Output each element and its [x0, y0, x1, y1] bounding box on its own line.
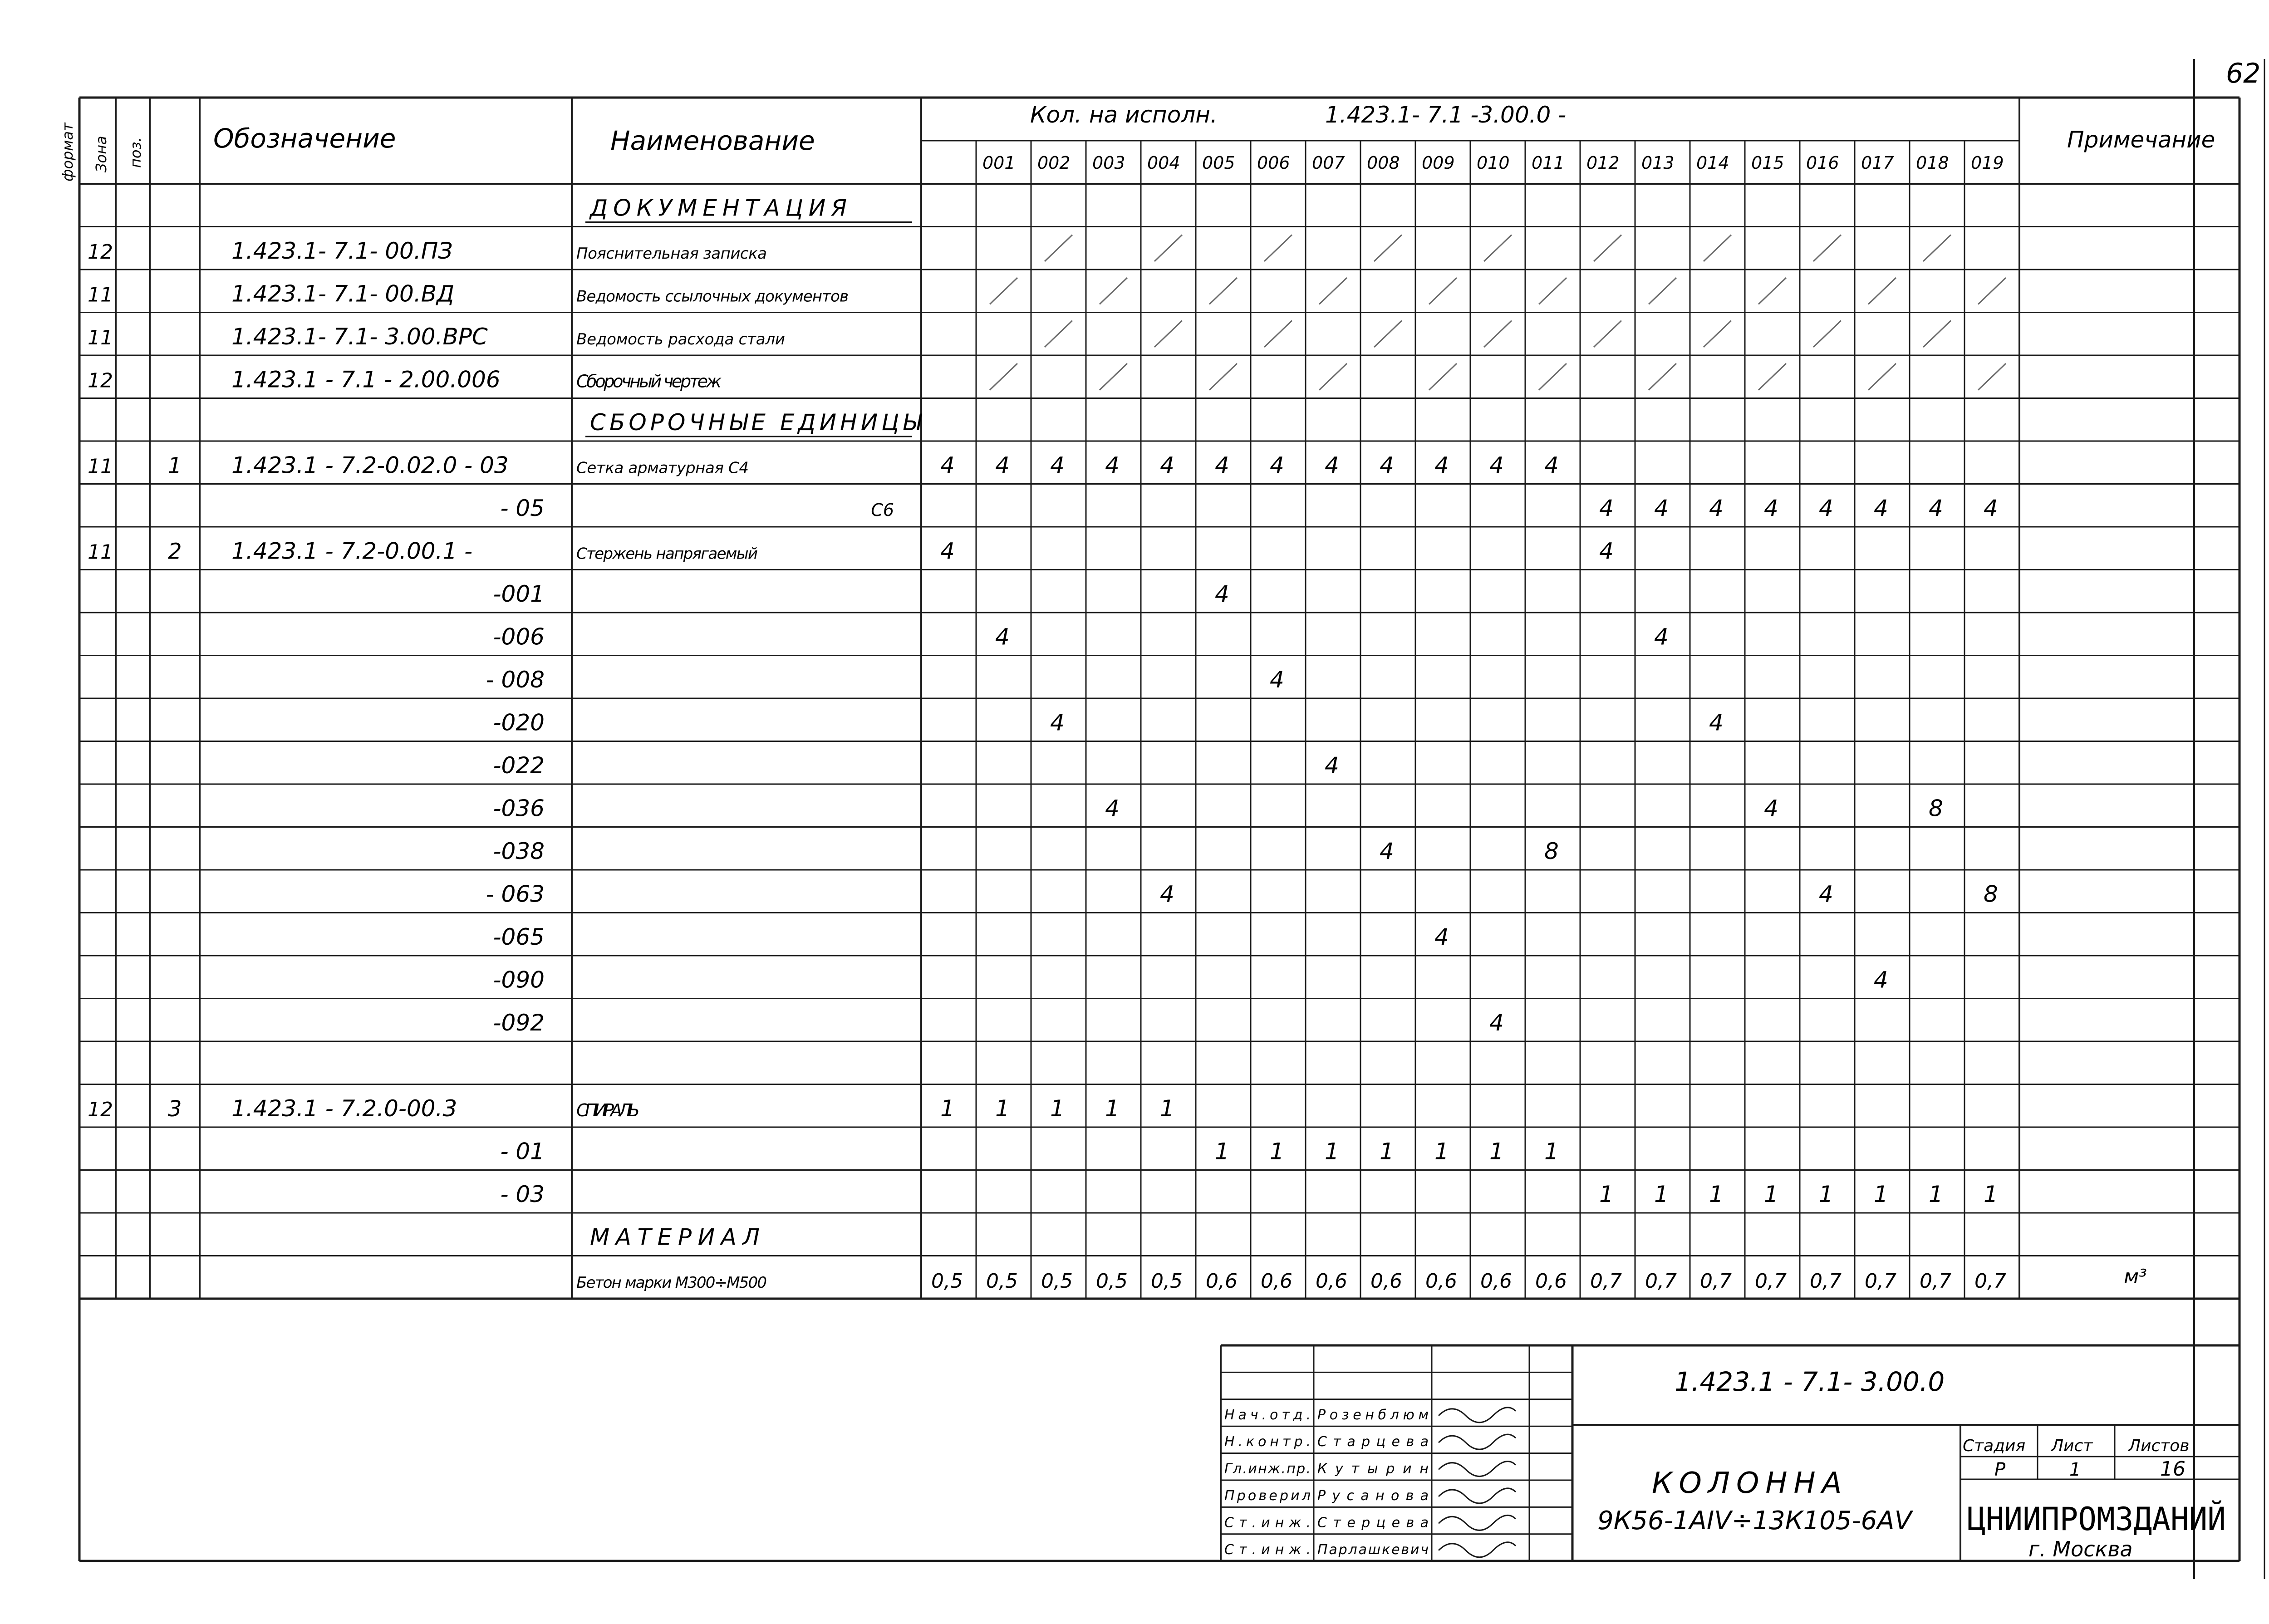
cell-designation: 1.423.1 - 7.2-0.02.0 - 03 [231, 452, 509, 479]
cell-designation: -036 [493, 795, 545, 822]
cell-qty: 1 [1105, 1095, 1120, 1122]
table-row [493, 795, 1943, 822]
signature-rows [1224, 1407, 1516, 1558]
variant-header: 006 [1257, 153, 1290, 173]
cell-qty: 1 [1819, 1181, 1833, 1207]
sheet-label: Лист [2051, 1437, 2093, 1455]
strike-mark [1649, 363, 1676, 390]
spec-rows [88, 195, 2147, 1293]
header-qty-title: Кол. на исполн. [1030, 102, 1218, 128]
cell-name: С6 [871, 500, 894, 520]
cell-designation: -090 [493, 967, 545, 993]
strike-mark [1868, 363, 1896, 390]
cell-qty: 1 [1599, 1181, 1614, 1207]
cell-qty: 4 [1929, 495, 1943, 521]
strike-mark [1374, 321, 1402, 348]
cell-designation: -038 [493, 838, 545, 864]
table-row [88, 367, 722, 393]
cell-qty: 1 [1434, 1138, 1449, 1165]
cell-qty: 0,6 [1535, 1270, 1567, 1293]
table-row [500, 495, 1998, 521]
cell-qty: 1 [1325, 1138, 1339, 1165]
cell-designation: - 05 [500, 495, 545, 521]
table-row [493, 1010, 1504, 1036]
strike-mark [1045, 235, 1072, 262]
signature-row [1224, 1542, 1516, 1558]
sheet-value: 1 [2069, 1459, 2081, 1480]
cell-format: 12 [88, 240, 113, 264]
cell-designation: -006 [493, 623, 545, 650]
sheets-label: Листов [2128, 1437, 2190, 1455]
cell-qty: 1 [1544, 1138, 1559, 1165]
cell-designation: 1.423.1- 7.1- 00.ПЗ [231, 238, 453, 264]
cell-qty: 4 [1105, 795, 1120, 822]
cell-designation: - 03 [500, 1181, 545, 1207]
signature-name: Старцева [1317, 1434, 1429, 1450]
cell-qty: 4 [1764, 495, 1778, 521]
cell-qty: 4 [1270, 667, 1284, 693]
cell-qty: 0,7 [1810, 1270, 1842, 1293]
cell-qty: 0,6 [1316, 1270, 1347, 1293]
cell-qty: 0,5 [986, 1270, 1018, 1293]
cell-name: Ведомость расхода стали [576, 330, 785, 348]
cell-name: СПИРАЛЬ [576, 1100, 640, 1120]
cell-designation: -022 [493, 752, 545, 779]
strike-mark [1868, 278, 1896, 304]
cell-qty: 8 [1929, 795, 1943, 822]
table-row [88, 324, 785, 350]
cell-qty: 0,5 [1096, 1270, 1128, 1293]
cell-qty: 4 [1160, 452, 1174, 479]
variant-header: 005 [1202, 153, 1235, 173]
strike-mark [1264, 321, 1292, 348]
cell-qty: 4 [1819, 495, 1833, 521]
cell-qty: 0,7 [1974, 1270, 2006, 1293]
signature-row [1224, 1434, 1516, 1450]
strike-mark [1649, 278, 1676, 304]
strike-mark [1484, 235, 1512, 262]
strike-mark [1100, 363, 1127, 390]
cell-name: Ведомость ссылочных документов [576, 287, 849, 306]
cell-qty: 4 [940, 538, 955, 564]
header-name: Наименование [610, 125, 815, 156]
table-row [88, 238, 767, 264]
cell-qty: 0,6 [1370, 1270, 1402, 1293]
strike-mark [1264, 235, 1292, 262]
strike-mark [1978, 278, 2006, 304]
cell-qty: 4 [1764, 795, 1778, 822]
cell-qty: 4 [1819, 881, 1833, 908]
table-row [486, 667, 1284, 693]
org-name: ЦНИИПРОМЗДАНИЙ [1967, 1501, 2226, 1538]
table-row [88, 1095, 1174, 1122]
cell-qty: 0,7 [1590, 1270, 1622, 1293]
cell-designation: 1.423.1 - 7.2-0.00.1 - [231, 538, 473, 564]
cell-note: м³ [2124, 1265, 2147, 1288]
cell-designation: 1.423.1 - 7.1 - 2.00.006 [231, 366, 501, 393]
cell-qty: 0,5 [1041, 1270, 1073, 1293]
table-row [88, 281, 849, 307]
signature-scribble [1439, 1488, 1516, 1503]
signature-role: Нач.отд. [1224, 1407, 1311, 1423]
cell-name: Бетон марки М300÷М500 [576, 1274, 767, 1292]
cell-qty: 1 [995, 1095, 1010, 1122]
strike-mark [1429, 363, 1457, 390]
cell-format: 11 [88, 540, 113, 564]
stage-label: Стадия [1963, 1437, 2026, 1455]
cell-name: Пояснительная записка [576, 245, 767, 263]
cell-format: 11 [88, 326, 113, 349]
table-row [88, 452, 1559, 479]
signature-scribble [1439, 1434, 1516, 1449]
strike-mark [1923, 321, 1951, 348]
cell-qty: 1 [1929, 1181, 1943, 1207]
cell-qty: 4 [1325, 452, 1339, 479]
strike-mark [1594, 235, 1621, 262]
cell-qty: 1 [940, 1095, 955, 1122]
cell-qty: 4 [1380, 452, 1394, 479]
variant-header: 019 [1971, 153, 2004, 173]
cell-designation: - 063 [486, 881, 545, 908]
cell-qty: 0,6 [1480, 1270, 1512, 1293]
title-line2: 9К56-1АIV÷13К105-6АV [1597, 1506, 1912, 1536]
cell-pos: 1 [168, 453, 182, 479]
title-block [1224, 1366, 2226, 1561]
cell-qty: 1 [1050, 1095, 1065, 1122]
header-zone: Зона [93, 136, 110, 172]
variant-header: 018 [1916, 153, 1949, 173]
strike-mark [1594, 321, 1621, 348]
variant-header: 008 [1367, 153, 1400, 173]
signature-row [1224, 1515, 1516, 1531]
strike-mark [1429, 278, 1457, 304]
strike-mark [1758, 278, 1786, 304]
cell-name: Сетка арматурная С4 [576, 459, 749, 477]
cell-qty: 4 [1434, 924, 1449, 950]
cell-qty: 0,7 [1700, 1270, 1732, 1293]
strike-mark [1704, 321, 1731, 348]
signature-row [1224, 1461, 1516, 1477]
table-row [88, 538, 1614, 564]
variant-header: 010 [1477, 153, 1510, 173]
strike-mark [1813, 235, 1841, 262]
signature-role: Гл.инж.пр. [1224, 1461, 1311, 1477]
cell-designation: 1.423.1 - 7.2.0-00.3 [231, 1095, 457, 1122]
table-row [493, 838, 1559, 864]
cell-qty: 4 [1050, 452, 1065, 479]
strike-mark [1319, 363, 1347, 390]
cell-qty: 4 [1544, 452, 1559, 479]
cell-qty: 4 [1984, 495, 1998, 521]
header-pos: поз. [127, 137, 144, 168]
strike-mark [1539, 363, 1567, 390]
table-row [590, 409, 926, 436]
cell-format: 11 [88, 455, 113, 478]
stage-value: Р [1994, 1459, 2006, 1480]
cell-qty: 1 [1984, 1181, 1998, 1207]
cell-name: МАТЕРИАЛ [590, 1224, 764, 1251]
cell-qty: 8 [1544, 838, 1559, 864]
cell-qty: 1 [1489, 1138, 1504, 1165]
strike-mark [1484, 321, 1512, 348]
cell-qty: 4 [1215, 452, 1229, 479]
signature-scribble [1439, 1515, 1516, 1530]
sheets-value: 16 [2160, 1457, 2186, 1481]
strike-mark [1923, 235, 1951, 262]
strike-mark [1154, 321, 1182, 348]
strike-mark [990, 363, 1017, 390]
signature-role: Проверил [1224, 1488, 1311, 1504]
signature-role: Ст.инж. [1224, 1541, 1311, 1558]
variant-header: 003 [1092, 153, 1125, 173]
cell-name: Сборочный чертеж [576, 371, 722, 392]
cell-qty: 4 [995, 452, 1010, 479]
variant-header: 002 [1037, 153, 1071, 173]
strike-mark [1209, 363, 1237, 390]
table-row [500, 1181, 1998, 1207]
cell-qty: 4 [1599, 495, 1614, 521]
cell-qty: 4 [1215, 581, 1229, 607]
table-row [493, 752, 1339, 779]
cell-format: 12 [88, 1098, 113, 1121]
strike-mark [1100, 278, 1127, 304]
cell-designation: - 01 [500, 1138, 545, 1165]
table-row [493, 710, 1724, 736]
cell-qty: 1 [1654, 1181, 1669, 1207]
table-row [576, 1265, 2147, 1293]
cell-qty: 4 [1489, 1010, 1504, 1036]
table-row [493, 624, 1669, 650]
cell-qty: 4 [940, 452, 955, 479]
header-base-code: 1.423.1- 7.1 -3.00.0 - [1325, 102, 1567, 128]
cell-qty: 4 [1050, 709, 1065, 736]
table-row [590, 1224, 764, 1251]
cell-designation: 1.423.1- 7.1- 3.00.ВРС [231, 324, 488, 350]
strike-mark [1154, 235, 1182, 262]
title-line1: КОЛОННА [1652, 1467, 1848, 1500]
cell-qty: 1 [1764, 1181, 1778, 1207]
cell-designation: -065 [493, 924, 545, 950]
cell-qty: 4 [1709, 495, 1724, 521]
header-format: формат [59, 123, 76, 182]
signature-row [1224, 1407, 1516, 1423]
strike-mark [1704, 235, 1731, 262]
cell-format: 11 [88, 283, 113, 307]
signature-name: Кутырин [1317, 1461, 1429, 1477]
cell-format: 12 [88, 369, 113, 393]
cell-qty: 1 [1709, 1181, 1724, 1207]
strike-mark [990, 278, 1017, 304]
signature-role: Н.контр. [1224, 1434, 1311, 1450]
cell-qty: 8 [1984, 881, 1998, 908]
signature-name: Розенблюм [1317, 1407, 1429, 1423]
table-row [493, 967, 1888, 993]
cell-qty: 4 [995, 623, 1010, 650]
variant-headers [982, 153, 2004, 173]
signature-scribble [1439, 1462, 1516, 1477]
table-row [493, 581, 1229, 607]
cell-qty: 0,5 [1151, 1270, 1183, 1293]
page-number: 62 [2226, 58, 2261, 89]
cell-qty: 4 [1489, 452, 1504, 479]
strike-mark [1045, 321, 1072, 348]
signature-scribble [1439, 1542, 1516, 1557]
table-row [500, 1138, 1558, 1165]
variant-header: 004 [1147, 153, 1180, 173]
variant-header: 011 [1532, 153, 1565, 173]
cell-qty: 4 [1599, 538, 1614, 564]
variant-header: 007 [1312, 153, 1345, 173]
strike-mark [1813, 321, 1841, 348]
cell-qty: 0,7 [1920, 1270, 1951, 1293]
strike-mark [1978, 363, 2006, 390]
strike-mark [1374, 235, 1402, 262]
cell-qty: 4 [1270, 452, 1284, 479]
cell-designation: 1.423.1- 7.1- 00.ВД [231, 280, 455, 307]
doc-code: 1.423.1 - 7.1- 3.00.0 [1675, 1366, 1945, 1397]
cell-qty: 1 [1160, 1095, 1174, 1122]
cell-qty: 1 [1874, 1181, 1888, 1207]
cell-qty: 4 [1434, 452, 1449, 479]
cell-qty: 0,6 [1206, 1270, 1238, 1293]
cell-designation: -092 [493, 1010, 545, 1036]
cell-qty: 4 [1874, 495, 1888, 521]
cell-qty: 0,6 [1261, 1270, 1292, 1293]
cell-qty: 0,6 [1425, 1270, 1457, 1293]
variant-header: 009 [1422, 153, 1455, 173]
cell-name: ДОКУМЕНТАЦИЯ [590, 195, 851, 221]
signature-role: Ст.инж. [1224, 1515, 1311, 1531]
signature-name: Русанова [1317, 1488, 1429, 1504]
cell-pos: 3 [168, 1096, 182, 1122]
cell-qty: 1 [1215, 1138, 1229, 1165]
cell-qty: 4 [1654, 623, 1669, 650]
table-row [486, 881, 1998, 908]
cell-qty: 4 [1654, 495, 1669, 521]
cell-qty: 4 [1160, 881, 1174, 908]
header-note: Примечание [2067, 127, 2215, 153]
variant-header: 016 [1806, 153, 1839, 173]
signature-name: Стерцева [1317, 1515, 1429, 1531]
table-row [589, 195, 851, 221]
city: г. Москва [2028, 1537, 2133, 1561]
cell-qty: 0,7 [1755, 1270, 1787, 1293]
cell-designation: -001 [493, 581, 545, 607]
variant-header: 017 [1861, 153, 1894, 173]
cell-qty: 0,5 [931, 1270, 963, 1293]
variant-header: 012 [1586, 153, 1620, 173]
variant-header: 001 [982, 153, 1016, 173]
variant-header: 014 [1696, 153, 1729, 173]
cell-qty: 4 [1325, 752, 1339, 779]
signature-scribble [1439, 1408, 1516, 1423]
signature-row [1224, 1488, 1516, 1504]
cell-name: Стержень напрягаемый [576, 545, 758, 563]
header-designation: Обозначение [213, 123, 396, 154]
cell-qty: 4 [1380, 838, 1394, 864]
cell-qty: 4 [1709, 709, 1724, 736]
strike-mark [1319, 278, 1347, 304]
cell-qty: 0,7 [1865, 1270, 1896, 1293]
strike-mark [1209, 278, 1237, 304]
strike-mark [1758, 363, 1786, 390]
cell-qty: 1 [1270, 1138, 1284, 1165]
cell-designation: - 008 [486, 667, 545, 693]
cell-qty: 4 [1874, 967, 1888, 993]
cell-pos: 2 [168, 539, 182, 564]
cell-designation: -020 [493, 709, 545, 736]
variant-header: 013 [1641, 153, 1675, 173]
variant-header: 015 [1751, 153, 1784, 173]
cell-qty: 0,7 [1645, 1270, 1677, 1293]
cell-name: СБОРОЧНЫЕ ЕДИНИЦЫ [590, 409, 926, 436]
cell-qty: 1 [1380, 1138, 1394, 1165]
cell-qty: 4 [1105, 452, 1120, 479]
strike-mark [1539, 278, 1567, 304]
signature-name: Парлашкевич [1317, 1541, 1429, 1558]
